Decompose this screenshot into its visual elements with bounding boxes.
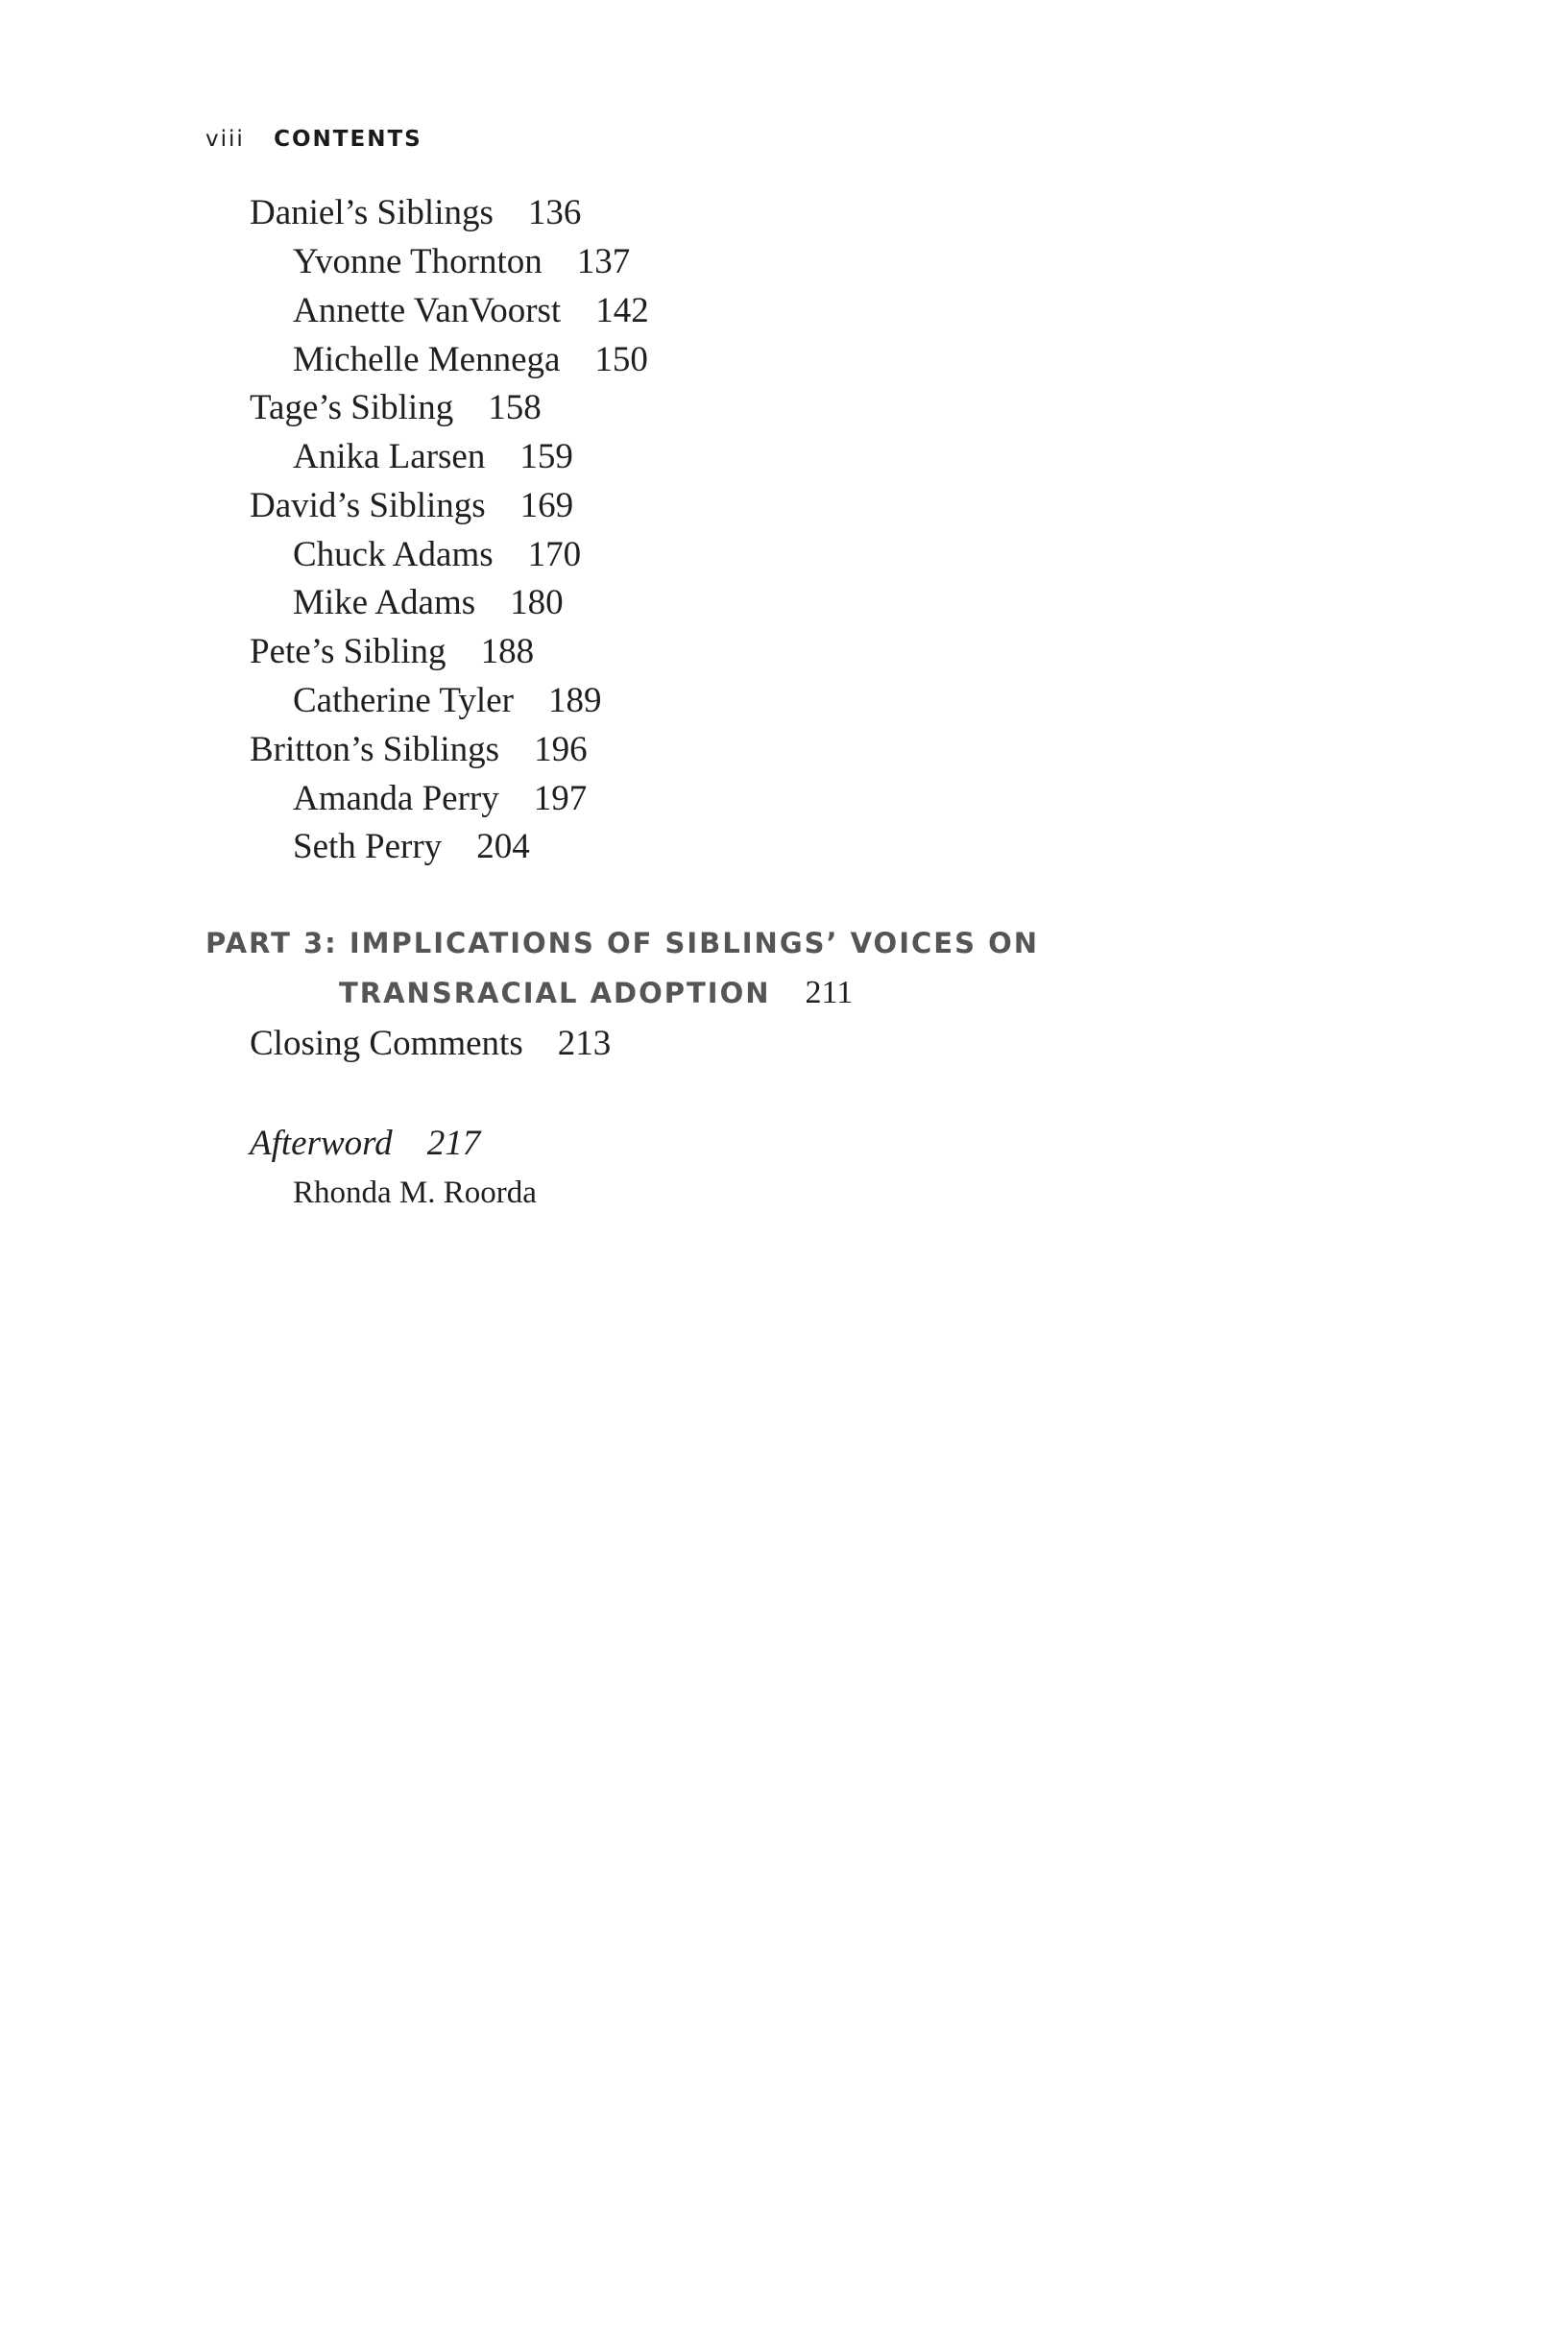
toc-section-entry[interactable] xyxy=(250,390,542,425)
afterword-author: Rhonda M. Roorda xyxy=(293,1176,537,1210)
toc-entry-title: Anika Larsen xyxy=(293,437,486,476)
toc-entry-page: 189 xyxy=(547,681,602,720)
toc-subentry[interactable] xyxy=(293,683,601,718)
toc-subentry[interactable] xyxy=(293,829,530,864)
toc-section-entry[interactable] xyxy=(250,488,573,523)
part-heading-line-2: TRANSRACIAL ADOPTION xyxy=(339,977,771,1009)
toc-entry-title: Daniel’s Siblings xyxy=(250,193,494,232)
toc-section-entry[interactable] xyxy=(250,195,581,230)
toc-subentry[interactable] xyxy=(293,439,573,474)
toc-entry-page: 180 xyxy=(510,583,564,622)
toc-entry-title: Catherine Tyler xyxy=(293,681,514,720)
toc-entry-title: Chuck Adams xyxy=(293,535,494,574)
running-head-title: CONTENTS xyxy=(274,127,422,152)
toc-entry-title: Afterword xyxy=(250,1124,393,1163)
toc-closing-entry[interactable] xyxy=(250,1026,611,1061)
toc-entry-title: Yvonne Thornton xyxy=(293,242,543,281)
toc-entry-page: 137 xyxy=(576,242,631,281)
toc-afterword-entry[interactable] xyxy=(250,1126,480,1161)
toc-entry-page: 136 xyxy=(527,193,582,232)
toc-entry-page: 150 xyxy=(594,340,648,379)
part-heading-page: 211 xyxy=(805,975,854,1010)
toc-entry-page: 170 xyxy=(527,535,582,574)
toc-entry-page: 196 xyxy=(534,730,588,769)
toc-entry-page: 213 xyxy=(557,1024,612,1063)
toc-entry-title: Britton’s Siblings xyxy=(250,730,500,769)
toc-subentry[interactable] xyxy=(293,342,648,377)
toc-subentry[interactable] xyxy=(293,781,587,816)
part-heading[interactable] xyxy=(205,919,1039,1018)
toc-entry-title: Closing Comments xyxy=(250,1024,523,1063)
toc-entry-page: 217 xyxy=(426,1124,481,1163)
toc-entry-page: 159 xyxy=(519,437,573,476)
toc-entry-page: 204 xyxy=(476,827,530,866)
toc-entry-page: 142 xyxy=(595,291,649,330)
toc-entry-title: Tage’s Sibling xyxy=(250,388,454,427)
toc-section-entry[interactable] xyxy=(250,732,588,767)
toc-entry-title: Annette VanVoorst xyxy=(293,291,562,330)
toc-entry-title: Pete’s Sibling xyxy=(250,632,446,671)
toc-entry-page: 197 xyxy=(533,779,588,818)
toc-entry-page: 188 xyxy=(480,632,535,671)
toc-section-entry[interactable] xyxy=(250,634,534,669)
toc-entry-title: Mike Adams xyxy=(293,583,476,622)
toc-entry-title: Michelle Mennega xyxy=(293,340,561,379)
part-heading-line-1: PART 3: IMPLICATIONS OF SIBLINGS’ VOICES ON xyxy=(205,927,1039,959)
toc-subentry[interactable] xyxy=(293,293,649,328)
toc-entry-page: 158 xyxy=(488,388,542,427)
toc-subentry[interactable] xyxy=(293,537,581,572)
running-head xyxy=(205,127,422,152)
toc-subentry[interactable] xyxy=(293,585,564,620)
toc-entry-title: David’s Siblings xyxy=(250,486,486,525)
folio: viii xyxy=(205,127,245,152)
toc-entry-title: Amanda Perry xyxy=(293,779,499,818)
toc-subentry[interactable] xyxy=(293,244,630,279)
toc-entry-page: 169 xyxy=(519,486,574,525)
toc-entry-title: Seth Perry xyxy=(293,827,443,866)
